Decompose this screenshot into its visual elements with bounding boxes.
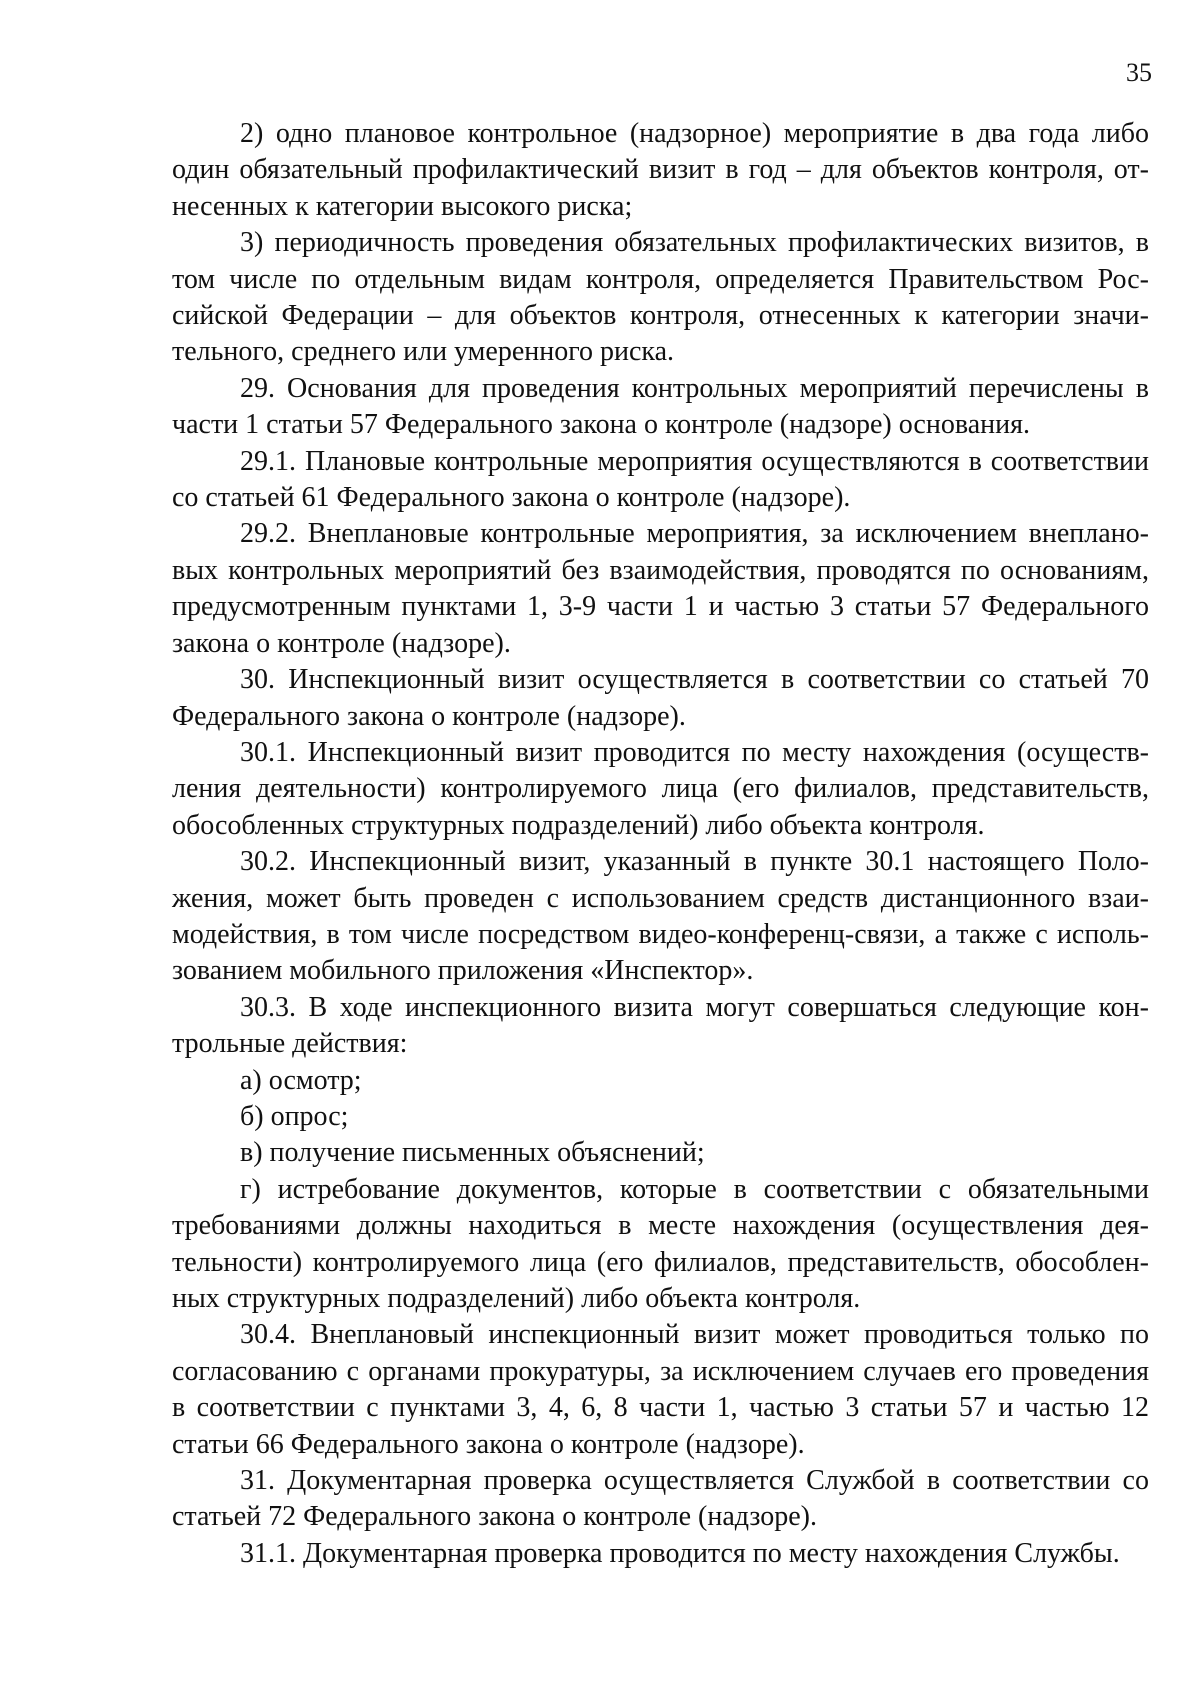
paragraph-30-2: 30.2. Инспекционный визит, указанный в пункте 30.1 настоящего Положения, может быть проведен с использованием средств дистанционного взаимодействия, в том числе посредством видео-конференц-связи, а также с использованием мобильного приложения «Инспектор». xyxy=(172,846,1149,987)
paragraph-item-2: 2) одно плановое контрольное (надзорное) мероприятие в два года либо один обязательный профилактический визит в год – для объектов контроля, отнесенных к категории высокого риска; xyxy=(172,118,1149,222)
paragraph-30-3: 30.3. В ходе инспекционного визита могут совершаться следующие контрольные действия: xyxy=(172,991,1149,1060)
paragraph-29: 29. Основания для проведения контрольных мероприятий перечислены в части 1 статьи 57 Федерального закона о контроле (надзоре) основания. xyxy=(172,372,1149,441)
page-number: 35 xyxy=(1126,58,1152,87)
paragraph-30-4: 30.4. Внеплановый инспекционный визит может проводиться только по согласованию с органами прокуратуры, за исключением случаев его проведения в соответствии с пунктами 3, 4, 6, 8 части 1, частью 3 статьи 57 и частью 12 статьи 66 Федерального закона о контроле (надзоре). xyxy=(172,1319,1149,1460)
document-body xyxy=(172,116,1149,1572)
paragraph-31: 31. Документарная проверка осуществляется Службой в соответствии со статьей 72 Федерального закона о контроле (надзоре). xyxy=(172,1465,1149,1533)
paragraph-30: 30. Инспекционный визит осуществляется в соответствии со статьей 70 Федерального закона о контроле (надзоре). xyxy=(172,664,1149,732)
list-item-g: г) истребование документов, которые в соответствии с обязательными требованиями должны находиться в месте нахождения (осуществления деятельности) контролируемого лица (его филиалов, представительств, обособленных структурных подразделений) либо объекта контроля. xyxy=(172,1173,1149,1314)
paragraph-30-1: 30.1. Инспекционный визит проводится по месту нахождения (осуществления деятельности) контролируемого лица (его филиалов, представительств, обособленных структурных подразделений) либо объекта контроля. xyxy=(172,736,1149,841)
list-item-a: а) осмотр; xyxy=(240,1064,362,1096)
paragraph-29-2: 29.2. Внеплановые контрольные мероприятия, за исключением внеплановых контрольных мероприятий без взаимодействия, проводятся по основаниям, предусмотренным пунктами 1, 3-9 части 1 и частью 3 статьи 57 Федерального закона о контроле (надзоре). xyxy=(172,518,1149,659)
paragraph-29-1: 29.1. Плановые контрольные мероприятия осуществляются в соответствии со статьей 61 Федерального закона о контроле (надзоре). xyxy=(172,445,1149,514)
list-item-v: в) получение письменных объяснений; xyxy=(240,1137,705,1169)
list-item-b: б) опрос; xyxy=(240,1100,349,1132)
paragraph-item-3: 3) периодичность проведения обязательных профилактических визитов, в том числе по отдельным видам контроля, определяется Правительством Российской Федерации – для объектов контроля, отнесенных к категории значительного, среднего или умеренного риска. xyxy=(172,227,1149,368)
paragraph-31-1: 31.1. Документарная проверка проводится по месту нахождения Службы. xyxy=(240,1537,1120,1569)
